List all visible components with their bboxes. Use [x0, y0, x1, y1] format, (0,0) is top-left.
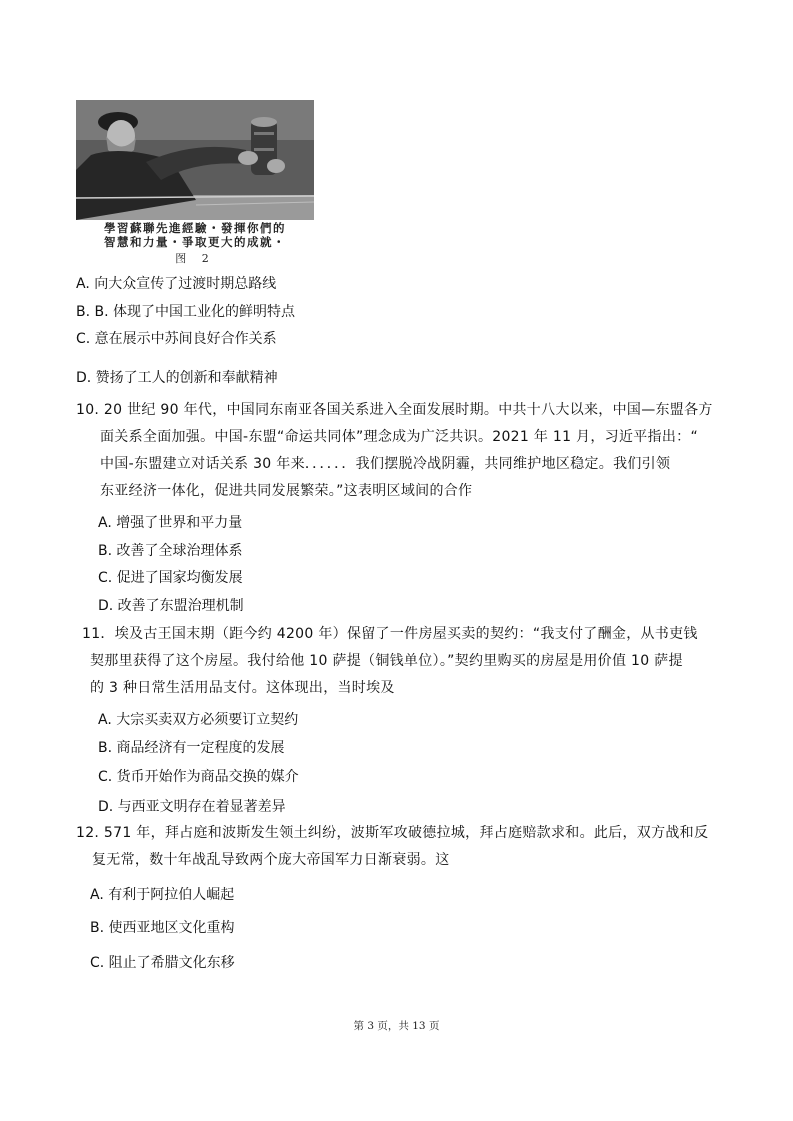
poster-figure: [76, 100, 314, 265]
q10-option-c: C. 促进了国家均衡发展: [98, 570, 243, 586]
worker-illustration: [76, 100, 314, 220]
q9-option-b: B. B. 体现了中国工业化的鲜明特点: [76, 304, 296, 320]
q10-option-a: A. 增强了世界和平力量: [98, 515, 243, 531]
page-number: 第 3 页，共 13 页: [353, 1020, 440, 1032]
q12-option-a: A. 有利于阿拉伯人崛起: [90, 887, 235, 903]
q9-option-d: D. 赞扬了工人的创新和奉献精神: [76, 370, 278, 386]
q11-stem-line3: 的 3 种日常生活用品支付。这体现出，当时埃及: [90, 680, 395, 696]
q10-stem-line3: 中国-东盟建立对话关系 30 年来．．．．．．我们摆脱冷战阴霾，共同维护地区稳定。我们引领: [100, 456, 671, 472]
q10-stem-line4: 东亚经济一体化，促进共同发展繁荣。”这表明区域间的合作: [100, 483, 473, 499]
q11-option-c: C. 货币开始作为商品交换的媒介: [98, 769, 299, 785]
q10-stem-line1: 10. 20 世纪 90 年代，中国同东南亚各国关系进入全面发展时期。中共十八大以来，中国—东盟各方: [76, 402, 713, 418]
q9-option-a: A. 向大众宣传了过渡时期总路线: [76, 276, 277, 292]
poster-photo: [76, 100, 314, 220]
q11-stem-line1: 11．埃及古王国末期（距今约 4200 年）保留了一件房屋买卖的契约：“我支付了酬金，从书吏钱: [82, 626, 698, 642]
q10-stem-line2: 面关系全面加强。中国-东盟“命运共同体”理念成为广泛共识。2021 年 11 月，习近平指出：“: [100, 429, 699, 445]
figure-label: 图 2: [175, 252, 215, 265]
q12-option-b: B. 使西亚地区文化重构: [90, 920, 235, 936]
q12-stem-line2: 复无常，数十年战乱导致两个庞大帝国军力日渐衰弱。这: [92, 852, 450, 868]
poster-caption-line1: 學習蘇聯先進經驗・發揮你們的: [104, 221, 286, 235]
q10-option-b: B. 改善了全球治理体系: [98, 543, 243, 559]
poster-caption: [76, 221, 314, 249]
q11-stem-line2: 契那里获得了这个房屋。我付给他 10 萨提（铜钱单位）。”契约里购买的房屋是用价值 10 萨提: [90, 653, 683, 669]
q9-option-c: C. 意在展示中苏间良好合作关系: [76, 331, 277, 347]
q10-option-d: D. 改善了东盟治理机制: [98, 598, 244, 614]
q12-option-c: C. 阻止了希腊文化东移: [90, 955, 235, 971]
poster-caption-line2: 智慧和力量・爭取更大的成就・: [104, 235, 286, 249]
q11-option-d: D. 与西亚文明存在着显著差异: [98, 799, 286, 815]
q11-option-a: A. 大宗买卖双方必须要订立契约: [98, 712, 299, 728]
q12-stem-line1: 12. 571 年，拜占庭和波斯发生领土纠纷，波斯军攻破德拉城，拜占庭赔款求和。此后，双方战和反: [76, 825, 709, 841]
q11-option-b: B. 商品经济有一定程度的发展: [98, 740, 285, 756]
